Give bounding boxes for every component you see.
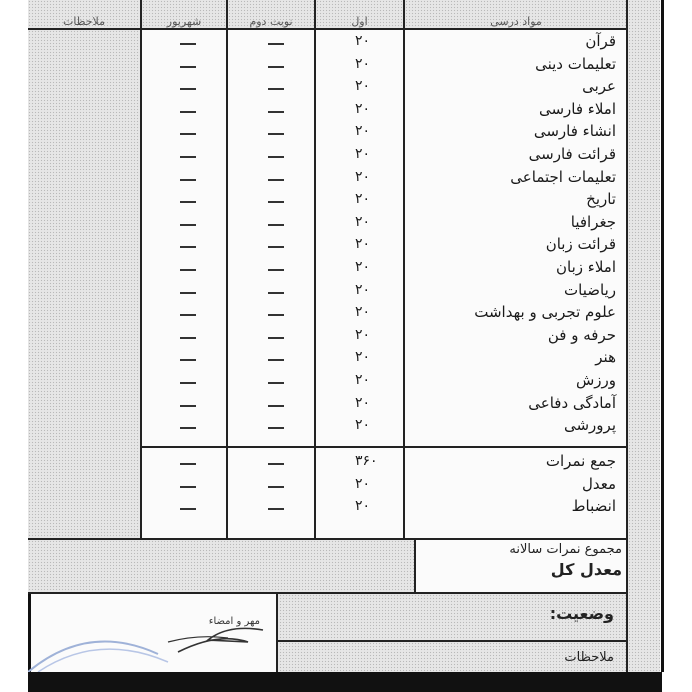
dash-shahrivar: [180, 88, 196, 90]
status-label: وضعیت:: [549, 604, 614, 623]
dash-term2: [268, 382, 284, 384]
grid-line: [140, 446, 628, 448]
stamp-text: مهر و امضاء: [208, 616, 260, 627]
grid-line: [28, 28, 628, 30]
grade-term1: ۲۰: [355, 304, 371, 321]
grade-term1: ۲۰: [355, 475, 371, 492]
subject-name: جغرافیا: [570, 212, 616, 231]
header-term1-label: اول: [351, 15, 368, 28]
dash-shahrivar: [180, 269, 196, 271]
grade-term1: ۲۰: [355, 78, 371, 95]
subject-name: انشاء فارسی: [533, 122, 616, 141]
dash-term2: [268, 111, 284, 113]
dash-shahrivar: [180, 133, 196, 135]
subject-name: املاء زبان: [556, 258, 616, 276]
dash-term2: [268, 133, 284, 135]
subject-name: هنر: [595, 348, 616, 367]
dash-shahrivar: [180, 486, 196, 488]
subject-name: ریاضیات: [564, 280, 616, 299]
grade-term1: ۲۰: [355, 146, 371, 162]
dash-shahrivar: [180, 427, 196, 429]
annual-sum-label: مجموع نمرات سالانه: [509, 542, 622, 557]
grade-term1: ۲۰: [355, 394, 371, 411]
dash-shahrivar: [180, 179, 196, 181]
header-shahrivar-label: شهریور: [166, 15, 202, 28]
grade-term1: ۲۰: [355, 372, 371, 388]
subject-name: قرائت فارسی: [528, 145, 616, 163]
subject-name: جمع نمرات: [545, 452, 616, 470]
dash-shahrivar: [180, 201, 196, 203]
subject-name: پرورشی: [563, 416, 616, 435]
dash-shahrivar: [180, 224, 196, 226]
dash-term2: [268, 359, 284, 361]
dash-term2: [268, 337, 284, 339]
dash-shahrivar: [180, 43, 196, 45]
subject-name: انضباط: [571, 497, 616, 515]
dash-term2: [268, 88, 284, 90]
grade-term1: ۲۰: [355, 33, 371, 49]
dash-term2: [268, 156, 284, 158]
dash-shahrivar: [180, 382, 196, 384]
dash-shahrivar: [180, 156, 196, 158]
grade-term1: ۲۰: [355, 191, 371, 208]
subject-name: تاریخ: [586, 190, 616, 209]
subject-name: تعلیمات اجتماعی: [510, 167, 616, 186]
grid-line: [140, 0, 142, 540]
right-margin-strip: [628, 0, 660, 672]
dash-term2: [268, 405, 284, 407]
header-subjects: [405, 0, 627, 29]
grade-term1: ۲۰: [355, 281, 371, 298]
grid-line: [314, 0, 316, 540]
subject-name: قرآن: [585, 32, 616, 50]
dash-term2: [268, 292, 284, 294]
subject-name: قرائت زبان: [545, 235, 616, 254]
dash-term2: [268, 427, 284, 429]
grid-line: [414, 540, 416, 592]
annual-average-label: معدل کل: [550, 560, 622, 579]
bottom-edge: [28, 672, 662, 692]
grade-term1: ۲۰: [355, 123, 371, 140]
grade-term1: ۲۰: [355, 213, 371, 230]
subject-name: حرفه و فن: [547, 325, 616, 344]
dash-term2: [268, 246, 284, 248]
dash-shahrivar: [180, 111, 196, 113]
grid-line: [626, 0, 628, 672]
footer-notes-label: ملاحظات: [564, 650, 614, 665]
notes-column: [28, 30, 140, 538]
subject-name: عربی: [582, 77, 616, 96]
header-term2-label: نوبت دوم: [249, 15, 293, 28]
grade-term1: ۳۶۰: [355, 453, 378, 469]
grid-line: [226, 0, 228, 540]
header-term2: [228, 0, 314, 29]
dash-term2: [268, 201, 284, 203]
grade-term1: ۲۰: [355, 326, 371, 343]
grade-term1: ۲۰: [355, 55, 371, 72]
dash-shahrivar: [180, 246, 196, 248]
grid-line: [403, 0, 405, 540]
dash-shahrivar: [180, 292, 196, 294]
dash-term2: [268, 508, 284, 510]
dash-term2: [268, 179, 284, 181]
dash-shahrivar: [180, 463, 196, 465]
subject-name: تعلیمات دینی: [535, 54, 616, 73]
dash-term2: [268, 269, 284, 271]
dash-shahrivar: [180, 314, 196, 316]
grade-term1: ۲۰: [355, 498, 371, 514]
subject-name: معدل: [581, 474, 616, 493]
grade-term1: ۲۰: [355, 417, 371, 434]
dash-term2: [268, 486, 284, 488]
subject-name: املاء فارسی: [538, 99, 616, 118]
header-notes: [28, 0, 140, 29]
dash-term2: [268, 314, 284, 316]
header-term1: [316, 0, 403, 29]
grade-term1: ۲۰: [355, 100, 371, 117]
dash-shahrivar: [180, 337, 196, 339]
subject-name: ورزش: [575, 371, 616, 389]
dash-term2: [268, 463, 284, 465]
grade-term1: ۲۰: [355, 259, 371, 275]
dash-term2: [268, 43, 284, 45]
report-card-sheet: [28, 0, 662, 672]
stamp-signature-area: [28, 612, 278, 672]
grade-term1: ۲۰: [355, 236, 371, 253]
dash-shahrivar: [180, 66, 196, 68]
header-notes-label: ملاحظات: [63, 15, 105, 28]
header-shahrivar: [142, 0, 226, 29]
subject-name: علوم تجربی و بهداشت: [474, 303, 616, 322]
dash-term2: [268, 224, 284, 226]
annual-summary-box: [28, 540, 414, 592]
dash-shahrivar: [180, 508, 196, 510]
grade-term1: ۲۰: [355, 168, 371, 185]
header-subjects-label: مواد درسی: [490, 15, 542, 28]
dash-shahrivar: [180, 359, 196, 361]
grade-term1: ۲۰: [355, 349, 371, 366]
dash-term2: [268, 66, 284, 68]
subject-name: آمادگی دفاعی: [528, 393, 616, 412]
dash-shahrivar: [180, 405, 196, 407]
